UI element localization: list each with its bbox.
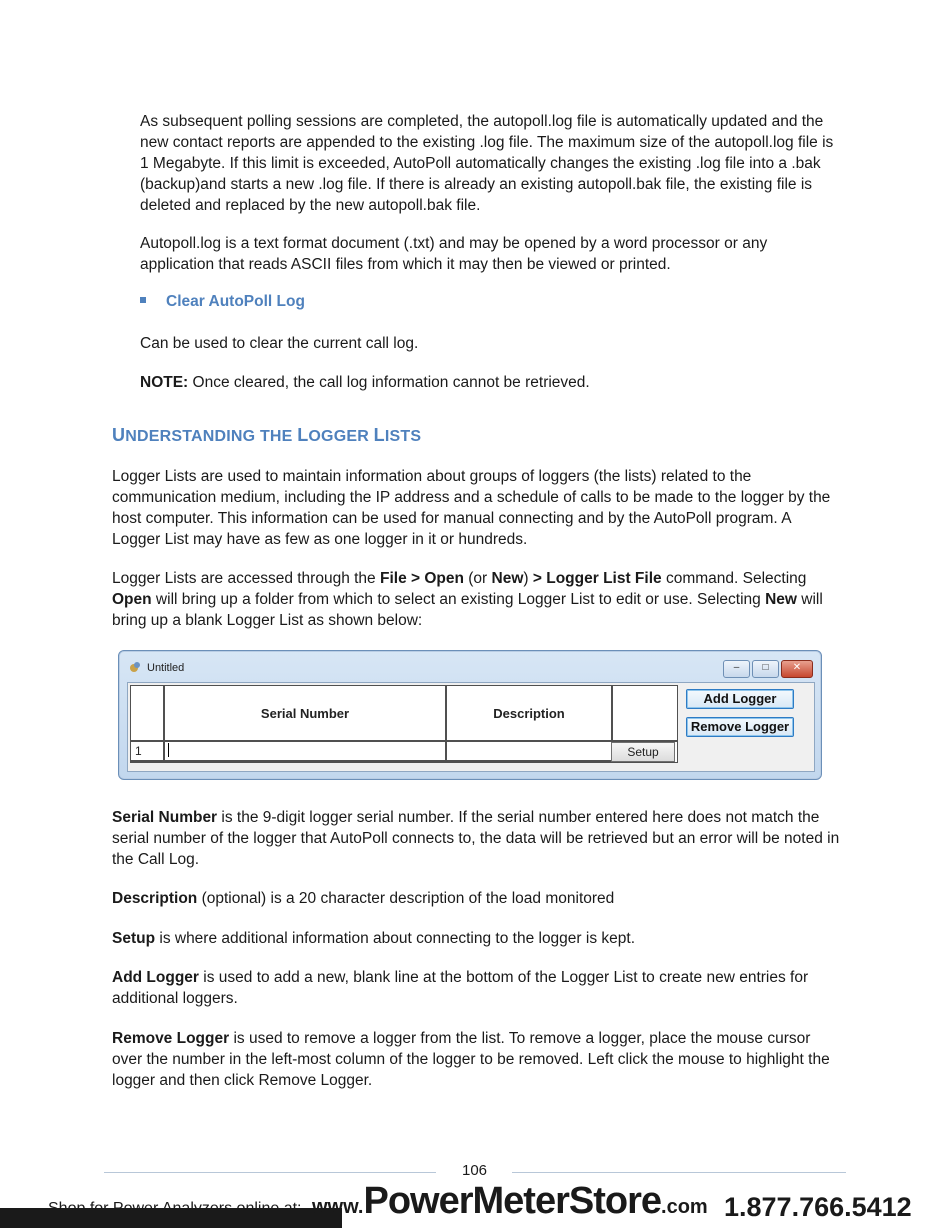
window-title: Untitled — [147, 662, 185, 674]
description-definition: Description (optional) is a 20 character description of the load monitored — [112, 890, 615, 907]
note-label: NOTE: — [140, 374, 189, 391]
row-header-corner — [131, 686, 165, 742]
app-icon — [129, 661, 141, 673]
add-logger-button[interactable]: Add Logger — [686, 689, 794, 709]
bullet-square-icon — [140, 297, 146, 303]
logger-grid — [130, 685, 678, 763]
row-number-1[interactable]: 1 — [131, 742, 165, 762]
section-title: UNDERSTANDING THE LOGGER LISTS — [112, 425, 422, 445]
logger-list-window — [118, 650, 822, 780]
note-text: Once cleared, the call log information cannot be retrieved. — [188, 374, 590, 391]
setup-button[interactable]: Setup — [611, 742, 675, 762]
minimize-icon[interactable]: – — [723, 660, 750, 678]
description-header: Description — [447, 686, 613, 742]
window-client-area — [127, 682, 815, 772]
note-paragraph — [140, 372, 840, 393]
add-logger-definition: Add Logger is used to add a new, blank line at the bottom of the Logger List to create new entries for additional loggers. — [112, 969, 809, 1007]
maximize-icon[interactable]: □ — [752, 660, 779, 678]
close-icon[interactable]: ✕ — [781, 660, 813, 678]
remove-logger-button[interactable]: Remove Logger — [686, 717, 794, 737]
setup-column-header — [613, 686, 677, 742]
serial-number-input[interactable] — [165, 742, 447, 762]
window-controls — [723, 660, 813, 678]
footer-divider-right — [512, 1172, 846, 1173]
footer-divider-left — [104, 1172, 436, 1173]
remove-logger-definition: Remove Logger is used to remove a logger from the list. To remove a logger, place the mouse cursor over the number in the left-most column of the logger to be removed. Left click the mouse to highlight the logger and then click Remove Logger. — [112, 1030, 830, 1089]
setup-definition: Setup is where additional information about connecting to the logger is kept. — [112, 930, 635, 947]
store-phone: 1.877.766.5412 — [724, 1192, 912, 1222]
store-url-link[interactable]: www.PowerMeterStore.com — [312, 1180, 708, 1222]
serial-number-definition: Serial Number is the 9-digit logger serial number. If the serial number entered here does not match the serial number of the logger that AutoPoll connects to, the data will be retrieved but an error will be noted in the Call Log. — [112, 809, 840, 868]
clear-autopoll-log-heading: Clear AutoPoll Log — [140, 293, 305, 311]
description-input[interactable] — [447, 742, 613, 762]
autopoll-log-paragraph: As subsequent polling sessions are completed, the autopoll.log file is automatically updated and the new contact reports are appended to the existing .log file. The maximum size of the autopoll.log file is 1 Megabyte. If this limit is exceeded, AutoPoll automatically changes the existing .log file into a .bak (backup)and starts a new .log file. If there is already an existing autopoll.bak file, the existing file is deleted and replaced by the new autopoll.bak file. — [140, 113, 834, 214]
footer-black-strip — [0, 1208, 342, 1228]
text-caret — [168, 743, 169, 757]
serial-number-header: Serial Number — [165, 686, 447, 742]
autopoll-format-paragraph: Autopoll.log is a text format document (.txt) and may be opened by a word processor or any application that reads ASCII files from which it may then be viewed or printed. — [140, 235, 768, 273]
page-number: 106 — [462, 1162, 488, 1179]
logger-lists-access-paragraph: Logger Lists are accessed through the File > Open (or New) > Logger List File command. Selecting Open will bring up a folder from which to select an existing Logger List to edit or use. Selecting New will bring up a blank Logger List as shown below: — [112, 570, 823, 629]
clear-log-description: Can be used to clear the current call log. — [140, 335, 419, 352]
logger-lists-paragraph: Logger Lists are used to maintain information about groups of loggers (the lists) related to the communication medium, including the IP address and a schedule of calls to be made to the logger by the host computer. This information can be used for manual connecting and by the AutoPoll program. A Logger List may have as few as one logger in it or hundreds. — [112, 468, 831, 548]
